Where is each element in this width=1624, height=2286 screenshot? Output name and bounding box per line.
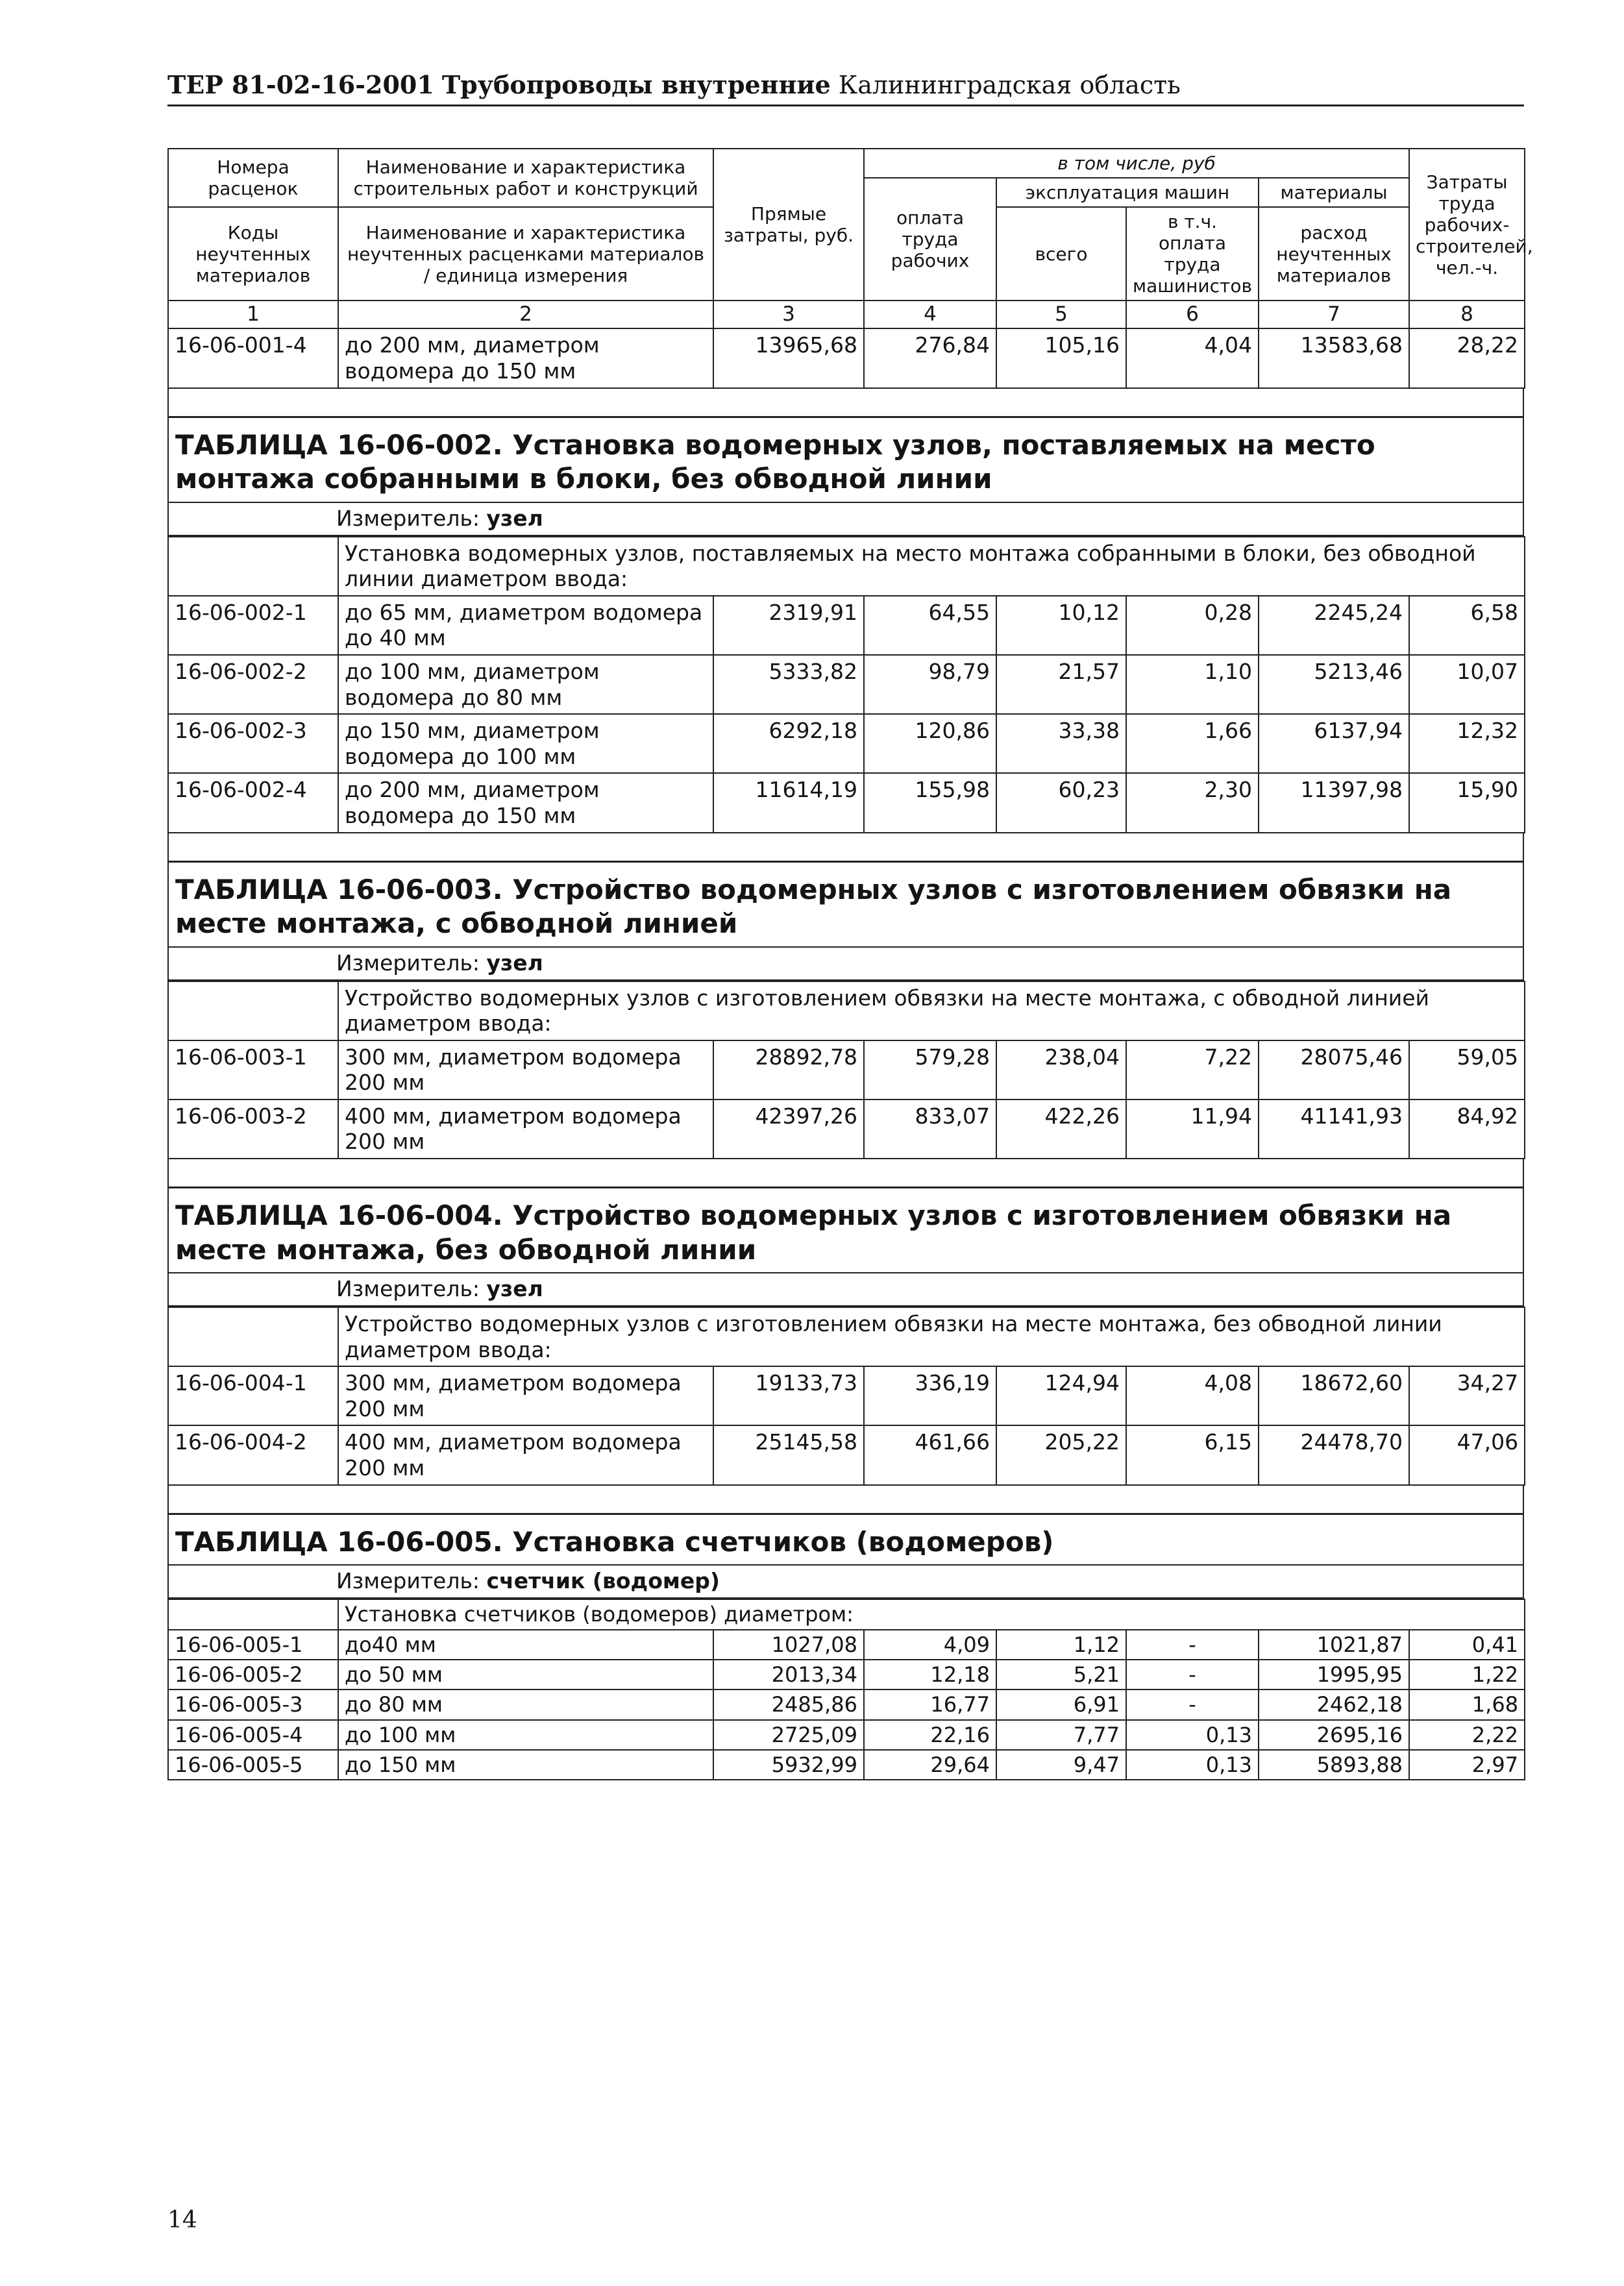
rate-description: до 200 мм, диаметром водомера до 150 мм xyxy=(338,328,713,387)
labor-hours-value: 0,41 xyxy=(1409,1630,1525,1660)
machines-total-value: 9,47 xyxy=(996,1750,1126,1780)
machines-total-value: 33,38 xyxy=(996,714,1126,773)
header-region: Калининградская область xyxy=(838,71,1181,99)
measure-value: узел xyxy=(486,1276,543,1302)
machines-total-value: 238,04 xyxy=(996,1040,1126,1100)
col-work-name: Наименование и характеристика строительных работ и конструкций xyxy=(338,149,713,207)
rate-code: 16-06-004-1 xyxy=(168,1366,338,1425)
measure-line xyxy=(167,1273,1524,1307)
rate-description: до40 мм xyxy=(338,1630,713,1660)
materials-value: 5213,46 xyxy=(1259,655,1409,714)
materials-value: 2245,24 xyxy=(1259,596,1409,655)
measure-label: Измеритель: xyxy=(336,950,480,976)
section-gap xyxy=(167,1159,1524,1186)
machinist-pay-value: 2,30 xyxy=(1126,773,1259,832)
rate-description: до 80 мм xyxy=(338,1690,713,1719)
direct-costs-value: 2013,34 xyxy=(713,1660,864,1690)
table-row xyxy=(168,1690,1525,1719)
section-16-06-005 xyxy=(167,1513,1524,1781)
worker-pay-value: 22,16 xyxy=(864,1720,996,1750)
machinist-pay-value: 6,15 xyxy=(1126,1425,1259,1484)
measure-value: узел xyxy=(486,950,543,976)
section-intro: Установка водомерных узлов, поставляемых на место монтажа собранными в блоки, без обводной линии диаметром ввода: xyxy=(338,537,1525,596)
machines-total-value: 21,57 xyxy=(996,655,1126,714)
labor-hours-value: 47,06 xyxy=(1409,1425,1525,1484)
direct-costs-value: 42397,26 xyxy=(713,1100,864,1159)
table-row xyxy=(168,1660,1525,1690)
document-body xyxy=(167,148,1533,1780)
worker-pay-value: 16,77 xyxy=(864,1690,996,1719)
column-number: 6 xyxy=(1126,301,1259,328)
rate-description: до 65 мм, диаметром водомера до 40 мм xyxy=(338,596,713,655)
materials-value: 24478,70 xyxy=(1259,1425,1409,1484)
labor-hours-value: 10,07 xyxy=(1409,655,1525,714)
labor-hours-value: 84,92 xyxy=(1409,1100,1525,1159)
section-16-06-002 xyxy=(167,416,1524,833)
materials-value: 13583,68 xyxy=(1259,328,1409,387)
section-title: ТАБЛИЦА 16-06-005. Установка счетчиков (водомеров) xyxy=(167,1513,1524,1566)
machines-total-value: 10,12 xyxy=(996,596,1126,655)
machinist-pay-value: 1,66 xyxy=(1126,714,1259,773)
column-number: 3 xyxy=(713,301,864,328)
rates-table xyxy=(167,1599,1525,1780)
worker-pay-value: 98,79 xyxy=(864,655,996,714)
col-material-name: Наименование и характеристика неучтенных расценками материалов / единица измерения xyxy=(338,207,713,301)
section-title: ТАБЛИЦА 16-06-004. Устройство водомерных узлов с изготовлением обвязки на месте монтажа, без обводной линии xyxy=(167,1186,1524,1273)
table-row xyxy=(168,1366,1525,1425)
machinist-pay-value: 7,22 xyxy=(1126,1040,1259,1100)
direct-costs-value: 13965,68 xyxy=(713,328,864,387)
worker-pay-value: 155,98 xyxy=(864,773,996,832)
section-intro: Устройство водомерных узлов с изготовлением обвязки на месте монтажа, без обводной линии диаметром ввода: xyxy=(338,1307,1525,1366)
section-intro: Установка счетчиков (водомеров) диаметром: xyxy=(338,1599,1525,1629)
measure-line xyxy=(167,1566,1524,1599)
materials-value: 6137,94 xyxy=(1259,714,1409,773)
rate-code: 16-06-002-4 xyxy=(168,773,338,832)
labor-hours-value: 28,22 xyxy=(1409,328,1525,387)
measure-line xyxy=(167,948,1524,981)
table-row xyxy=(168,1630,1525,1660)
measure-line xyxy=(167,503,1524,536)
materials-value: 1021,87 xyxy=(1259,1630,1409,1660)
rate-code: 16-06-003-2 xyxy=(168,1100,338,1159)
machines-total-value: 1,12 xyxy=(996,1630,1126,1660)
rate-description: до 200 мм, диаметром водомера до 150 мм xyxy=(338,773,713,832)
machinist-pay-value: 0,13 xyxy=(1126,1720,1259,1750)
table-row xyxy=(168,1750,1525,1780)
column-number: 7 xyxy=(1259,301,1409,328)
machinist-pay-value: 4,08 xyxy=(1126,1366,1259,1425)
header-title: Трубопроводы внутренние xyxy=(441,70,831,99)
worker-pay-value: 833,07 xyxy=(864,1100,996,1159)
direct-costs-value: 19133,73 xyxy=(713,1366,864,1425)
labor-hours-value: 15,90 xyxy=(1409,773,1525,832)
worker-pay-value: 120,86 xyxy=(864,714,996,773)
table-row xyxy=(168,596,1525,655)
section-gap xyxy=(167,1486,1524,1513)
labor-hours-value: 59,05 xyxy=(1409,1040,1525,1100)
worker-pay-value: 64,55 xyxy=(864,596,996,655)
direct-costs-value: 5333,82 xyxy=(713,655,864,714)
machines-total-value: 6,91 xyxy=(996,1690,1126,1719)
measure-label: Измеритель: xyxy=(336,1276,480,1302)
rate-code: 16-06-004-2 xyxy=(168,1425,338,1484)
section-16-06-004 xyxy=(167,1186,1524,1486)
section-gap xyxy=(167,389,1524,416)
machines-total-value: 60,23 xyxy=(996,773,1126,832)
column-number: 8 xyxy=(1409,301,1525,328)
table-row xyxy=(168,1720,1525,1750)
machines-total-value: 5,21 xyxy=(996,1660,1126,1690)
labor-hours-value: 1,22 xyxy=(1409,1660,1525,1690)
machinist-pay-value: 4,04 xyxy=(1126,328,1259,387)
column-number: 5 xyxy=(996,301,1126,328)
labor-hours-value: 6,58 xyxy=(1409,596,1525,655)
machinist-pay-value: 0,13 xyxy=(1126,1750,1259,1780)
page-header xyxy=(167,70,1524,106)
rate-code: 16-06-001-4 xyxy=(168,328,338,387)
measure-value: узел xyxy=(486,505,543,531)
rate-code: 16-06-002-2 xyxy=(168,655,338,714)
worker-pay-value: 276,84 xyxy=(864,328,996,387)
machinist-pay-value: 1,10 xyxy=(1126,655,1259,714)
table-row xyxy=(168,773,1525,832)
worker-pay-value: 12,18 xyxy=(864,1660,996,1690)
header-code: ТЕР 81-02-16-2001 xyxy=(167,70,434,99)
worker-pay-value: 336,19 xyxy=(864,1366,996,1425)
materials-value: 1995,95 xyxy=(1259,1660,1409,1690)
column-numbers-row xyxy=(168,301,1525,328)
table-row xyxy=(168,655,1525,714)
page-number: 14 xyxy=(167,2207,197,2233)
direct-costs-value: 6292,18 xyxy=(713,714,864,773)
labor-hours-value: 1,68 xyxy=(1409,1690,1525,1719)
col-group-materials: материалы xyxy=(1259,178,1409,207)
col-group-machines: эксплуатация машин xyxy=(996,178,1259,207)
rates-table xyxy=(167,536,1525,833)
worker-pay-value: 29,64 xyxy=(864,1750,996,1780)
materials-value: 11397,98 xyxy=(1259,773,1409,832)
materials-value: 18672,60 xyxy=(1259,1366,1409,1425)
col-worker-pay: оплата труда рабочих xyxy=(864,178,996,301)
section-title: ТАБЛИЦА 16-06-003. Устройство водомерных узлов с изготовлением обвязки на месте монтажа, с обводной линией xyxy=(167,861,1524,948)
direct-costs-value: 25145,58 xyxy=(713,1425,864,1484)
col-labor-hours: Затраты труда рабочих-строителей, чел.-ч. xyxy=(1409,149,1525,301)
rates-table xyxy=(167,981,1525,1160)
rate-description: до 100 мм xyxy=(338,1720,713,1750)
machinist-pay-value: 11,94 xyxy=(1126,1100,1259,1159)
direct-costs-value: 5932,99 xyxy=(713,1750,864,1780)
machinist-pay-value: - xyxy=(1126,1660,1259,1690)
rate-description: до 150 мм, диаметром водомера до 100 мм xyxy=(338,714,713,773)
rate-code: 16-06-002-1 xyxy=(168,596,338,655)
machines-total-value: 7,77 xyxy=(996,1720,1126,1750)
rate-description: до 50 мм xyxy=(338,1660,713,1690)
rate-description: 400 мм, диаметром водомера 200 мм xyxy=(338,1425,713,1484)
machinist-pay-value: 0,28 xyxy=(1126,596,1259,655)
materials-value: 2695,16 xyxy=(1259,1720,1409,1750)
col-rate-number: Номера расценок xyxy=(168,149,338,207)
rate-description: 300 мм, диаметром водомера 200 мм xyxy=(338,1040,713,1100)
table-row xyxy=(168,1425,1525,1484)
rate-code: 16-06-005-1 xyxy=(168,1630,338,1660)
table-row xyxy=(168,328,1525,387)
rate-code: 16-06-005-4 xyxy=(168,1720,338,1750)
labor-hours-value: 12,32 xyxy=(1409,714,1525,773)
labor-hours-value: 2,97 xyxy=(1409,1750,1525,1780)
table-row xyxy=(168,1100,1525,1159)
materials-value: 2462,18 xyxy=(1259,1690,1409,1719)
labor-hours-value: 34,27 xyxy=(1409,1366,1525,1425)
materials-value: 5893,88 xyxy=(1259,1750,1409,1780)
rate-code: 16-06-003-1 xyxy=(168,1040,338,1100)
direct-costs-value: 2485,86 xyxy=(713,1690,864,1719)
direct-costs-value: 2725,09 xyxy=(713,1720,864,1750)
section-intro: Устройство водомерных узлов с изготовлением обвязки на месте монтажа, с обводной линией диаметром ввода: xyxy=(338,981,1525,1040)
section-16-06-003 xyxy=(167,861,1524,1160)
machines-total-value: 124,94 xyxy=(996,1366,1126,1425)
worker-pay-value: 579,28 xyxy=(864,1040,996,1100)
rates-table-header xyxy=(167,148,1533,389)
col-machinist-pay: в т.ч. оплата труда машинистов xyxy=(1126,207,1259,301)
section-gap xyxy=(167,833,1524,861)
rate-description: 300 мм, диаметром водомера 200 мм xyxy=(338,1366,713,1425)
measure-label: Измеритель: xyxy=(336,1568,480,1594)
rate-code: 16-06-005-2 xyxy=(168,1660,338,1690)
col-material-use: расход неучтенных материалов xyxy=(1259,207,1409,301)
column-number: 1 xyxy=(168,301,338,328)
rate-description: до 150 мм xyxy=(338,1750,713,1780)
rates-table xyxy=(167,1307,1525,1486)
rate-code: 16-06-005-5 xyxy=(168,1750,338,1780)
machinist-pay-value: - xyxy=(1126,1630,1259,1660)
machines-total-value: 422,26 xyxy=(996,1100,1126,1159)
direct-costs-value: 28892,78 xyxy=(713,1040,864,1100)
worker-pay-value: 461,66 xyxy=(864,1425,996,1484)
col-machines-total: всего xyxy=(996,207,1126,301)
column-number: 2 xyxy=(338,301,713,328)
direct-costs-value: 2319,91 xyxy=(713,596,864,655)
table-row xyxy=(168,714,1525,773)
rate-description: до 100 мм, диаметром водомера до 80 мм xyxy=(338,655,713,714)
rate-code: 16-06-002-3 xyxy=(168,714,338,773)
table-row xyxy=(168,1040,1525,1100)
direct-costs-value: 1027,08 xyxy=(713,1630,864,1660)
direct-costs-value: 11614,19 xyxy=(713,773,864,832)
rate-description: 400 мм, диаметром водомера 200 мм xyxy=(338,1100,713,1159)
labor-hours-value: 2,22 xyxy=(1409,1720,1525,1750)
col-group-including: в том числе, руб xyxy=(864,149,1409,178)
rate-code: 16-06-005-3 xyxy=(168,1690,338,1719)
column-number: 4 xyxy=(864,301,996,328)
measure-label: Измеритель: xyxy=(336,505,480,531)
section-title: ТАБЛИЦА 16-06-002. Установка водомерных узлов, поставляемых на место монтажа собранными в блоки, без обводной линии xyxy=(167,416,1524,503)
machinist-pay-value: - xyxy=(1126,1690,1259,1719)
worker-pay-value: 4,09 xyxy=(864,1630,996,1660)
measure-value: счетчик (водомер) xyxy=(486,1568,720,1594)
machines-total-value: 105,16 xyxy=(996,328,1126,387)
materials-value: 41141,93 xyxy=(1259,1100,1409,1159)
col-material-codes: Коды неучтенных материалов xyxy=(168,207,338,301)
col-direct-costs: Прямые затраты, руб. xyxy=(713,149,864,301)
machines-total-value: 205,22 xyxy=(996,1425,1126,1484)
materials-value: 28075,46 xyxy=(1259,1040,1409,1100)
